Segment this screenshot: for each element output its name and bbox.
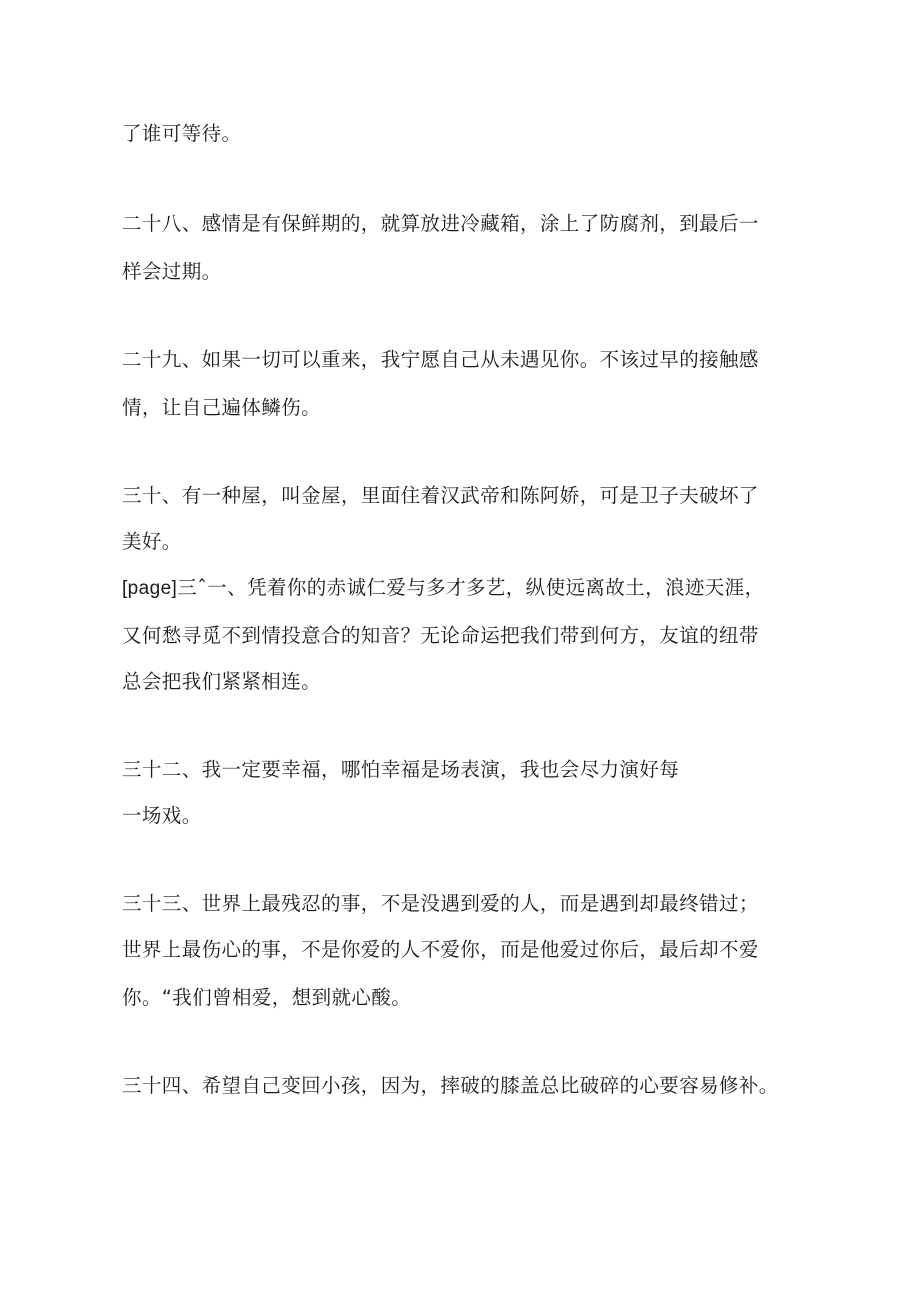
text-line: 世界上最伤心的事，不是你爱的人不爱你，而是他爱过你后，最后却不爱 xyxy=(122,938,759,961)
text-line: 三十二、我一定要幸福，哪怕幸福是场表演，我也会尽力演好每 xyxy=(122,758,680,781)
text-line: 美好。 xyxy=(122,530,182,553)
text-line: 二十九、如果一切可以重来，我宁愿自己从未遇见你。不该过早的接触感 xyxy=(122,348,759,371)
page-marker: [page] xyxy=(122,578,178,599)
text-line: 情，让自己遍体鳞伤。 xyxy=(122,396,322,419)
text-line: 总会把我们紧紧相连。 xyxy=(122,670,322,693)
text-line-content: 三ˆ一、凭着你的赤诚仁爱与多才多艺，纵使远离故土，浪迹天涯， xyxy=(177,576,765,599)
text-line: 三十、有一种屋，叫金屋，里面住着汉武帝和陈阿娇，可是卫子夫破坏了 xyxy=(122,484,759,507)
text-line: 三十四、希望自己变回小孩，因为，摔破的膝盖总比破碎的心要容易修补。 xyxy=(122,1074,779,1097)
text-line: 你。“我们曾相爱，想到就心酸。 xyxy=(122,986,412,1009)
text-line: 又何愁寻觅不到情投意合的知音？无论命运把我们带到何方，友谊的纽带 xyxy=(122,624,759,647)
text-line: 一场戏。 xyxy=(122,804,202,827)
text-line: 了谁可等待。 xyxy=(122,122,242,145)
text-line: 三十三、世界上最残忍的事，不是没遇到爱的人，而是遇到却最终错过； xyxy=(122,892,759,915)
text-line xyxy=(122,574,765,603)
text-line: 二十八、感情是有保鲜期的，就算放进冷藏箱，涂上了防腐剂，到最后一 xyxy=(122,212,759,235)
text-line: 样会过期。 xyxy=(122,260,222,283)
